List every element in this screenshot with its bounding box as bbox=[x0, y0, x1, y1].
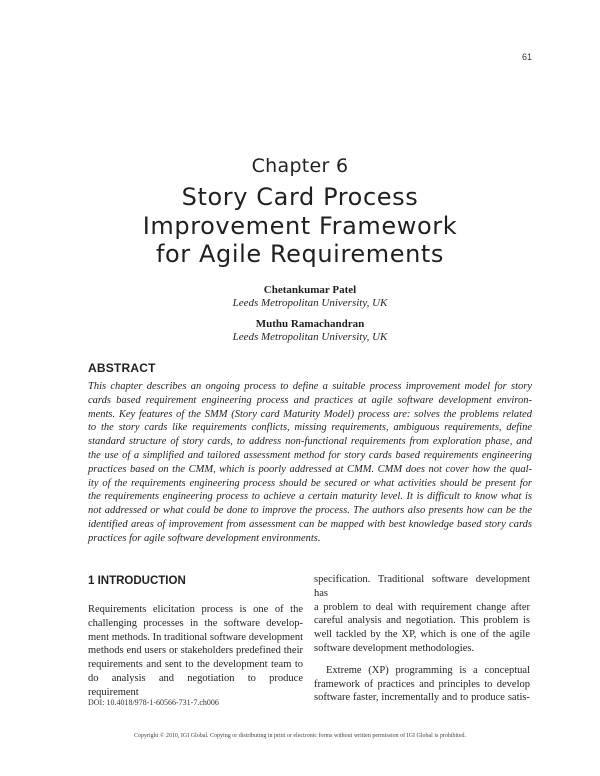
abstract-line: This chapter describes an ongoing process to define a suitable process improvement model for story bbox=[88, 381, 532, 392]
abstract-line: identified areas of improvement from assessment can be mapped with best knowledge based story cards bbox=[88, 518, 532, 530]
body-line: do analysis and negotiation to produce requirement bbox=[88, 672, 303, 698]
chapter-title bbox=[0, 183, 600, 269]
body-line: challenging processes in the software develop- bbox=[88, 617, 303, 629]
left-column bbox=[88, 603, 303, 700]
abstract-heading: ABSTRACT bbox=[88, 361, 156, 375]
body-line: software faster, incrementally and to produce satis- bbox=[314, 692, 530, 704]
abstract-line: practices based on the CMM, which is poorly addressed at CMM. CMM does not cover how the qual- bbox=[88, 463, 532, 475]
body-line: Extreme (XP) programming is a conceptual bbox=[326, 664, 530, 676]
abstract-line: ity of the requirements engineering process should be secured or what activities should be present for bbox=[88, 477, 532, 489]
abstract-line: practices for agile software development environments. bbox=[88, 532, 321, 544]
body-line: specification. Traditional software development has bbox=[314, 574, 530, 599]
chapter-label: Chapter 6 bbox=[251, 155, 349, 177]
author-affiliation: Leeds Metropolitan University, UK bbox=[232, 297, 388, 309]
abstract-line: ments. Key features of the SMM (Story card Maturity Model) process are: solves the problems related bbox=[88, 408, 532, 420]
title-line: for Agile Requirements bbox=[155, 240, 445, 268]
page-number: 61 bbox=[521, 52, 532, 62]
body-line: software development methodologies. bbox=[314, 642, 475, 654]
abstract-line: cards based requirement engineering process and practices at agile software development environ- bbox=[88, 394, 532, 406]
right-column bbox=[314, 573, 530, 705]
abstract-line: the requirements engineering process to achieve a certain maturity level. It is difficult to know what is bbox=[88, 491, 532, 503]
body-line: careful analysis and negotiation. This problem is bbox=[314, 615, 530, 627]
abstract-line: the use of a simplified and tailored assessment method for story cards based requirements engineering bbox=[88, 449, 532, 461]
body-line: ment methods. In traditional software development bbox=[88, 631, 303, 643]
author-name: Chetankumar Patel bbox=[263, 284, 357, 296]
abstract-line: to the story cards like requirements conflicts, missing requirements, ambiguous requirements, define bbox=[88, 422, 532, 434]
body-line: a problem to deal with requirement change after bbox=[314, 601, 530, 613]
abstract-body bbox=[88, 380, 532, 546]
title-line: Improvement Framework bbox=[142, 211, 458, 240]
copyright-notice: Copyright © 2010, IGI Global. Copying or distributing in print or electronic forms without written permission of IGI Global is prohibited. bbox=[133, 733, 466, 739]
body-line: methods end users or stakeholders predefined their bbox=[88, 645, 303, 657]
body-line: requirements and sent to the development team to bbox=[88, 659, 303, 671]
title-line: Story Card Process bbox=[181, 183, 419, 211]
author-affiliation: Leeds Metropolitan University, UK bbox=[232, 331, 388, 343]
doi-line: DOI: 10.4018/978-1-60566-731-7.ch006 bbox=[88, 698, 219, 707]
body-line: Requirements elicitation process is one of the bbox=[88, 604, 303, 615]
abstract-line: standard structure of story cards, to address non-functional requirements from exploration phase, and bbox=[88, 436, 532, 448]
section-heading: 1 INTRODUCTION bbox=[88, 575, 186, 587]
body-line: framework of practices and principles to develop bbox=[314, 678, 530, 690]
body-line: well tackled by the XP, which is one of the agile bbox=[314, 629, 530, 641]
author-name: Muthu Ramachandran bbox=[255, 318, 365, 330]
abstract-line: not addressed or what could be done to improve the process. The authors also presents how can be the bbox=[88, 505, 532, 517]
